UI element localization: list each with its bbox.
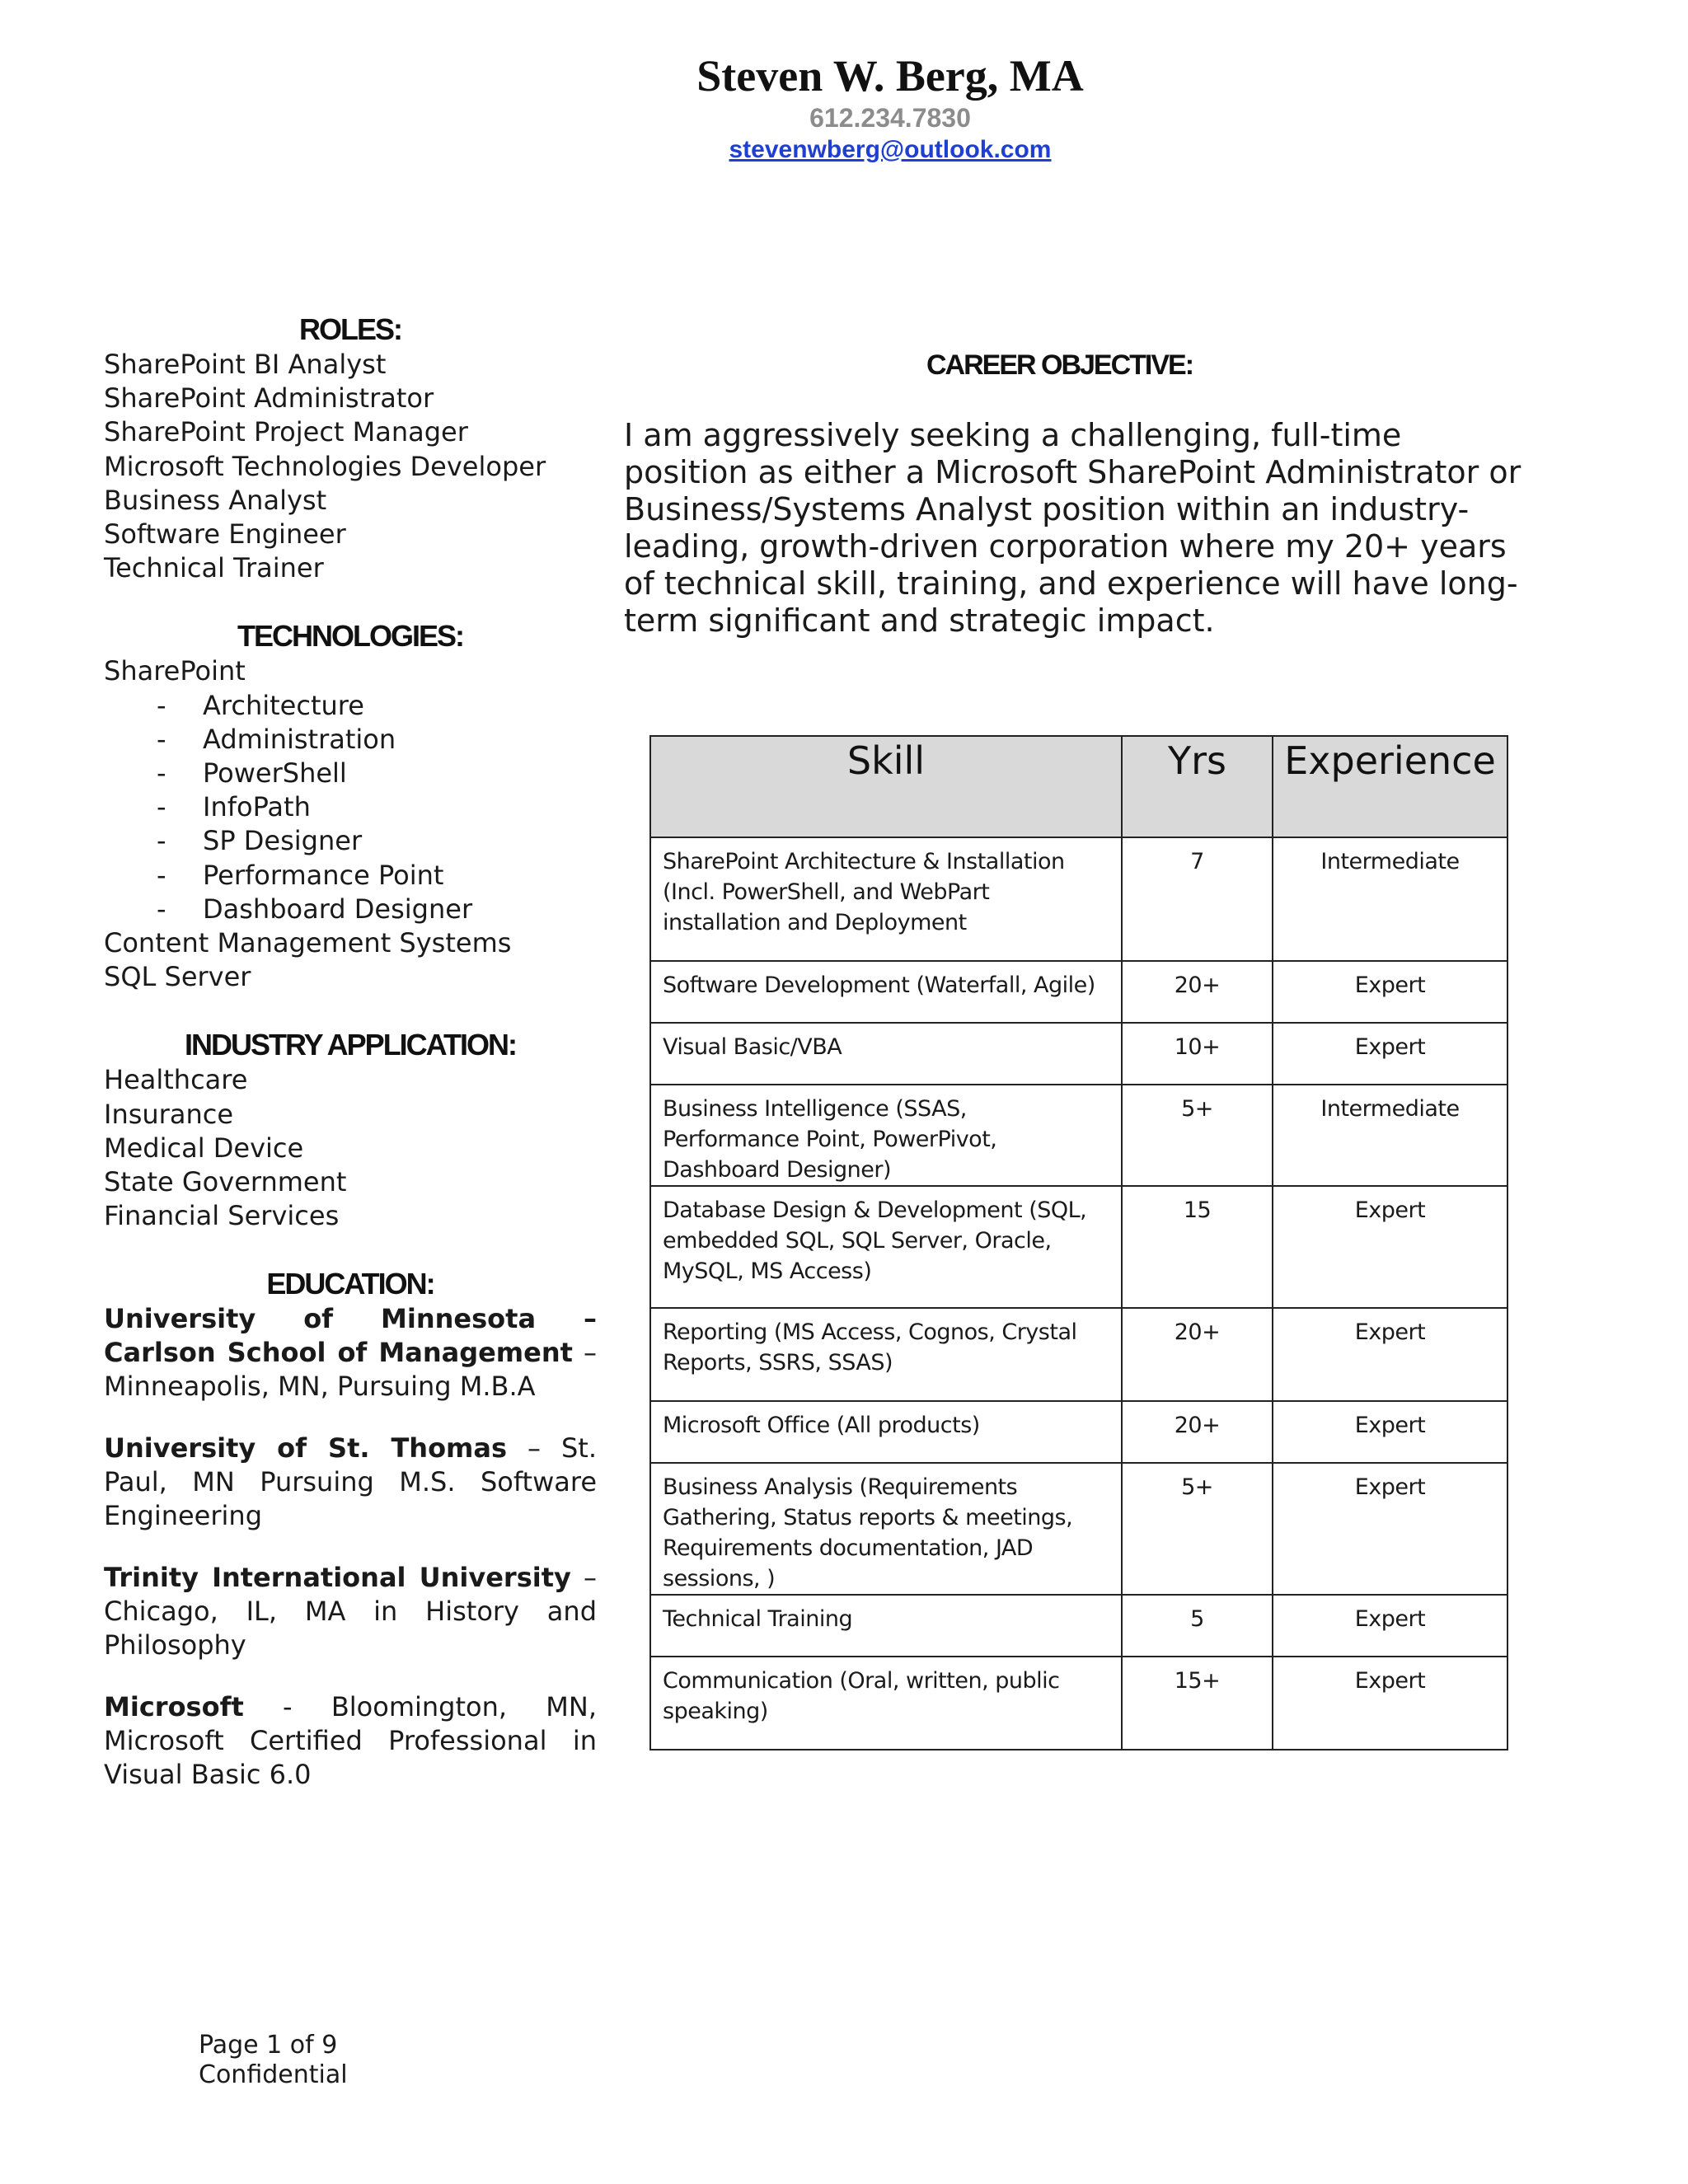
career-objective-text: I am aggressively seeking a challenging, full-time position as either a Microsoft SharePoint Administrator or Business/Systems Analyst position within an industry-leading, growth-driven corporation where my 20+ years of technical skill, training, and experience will have long-term significant and strategic impact. [624, 417, 1522, 639]
skill-cell: SharePoint Architecture & Installation (Incl. PowerShell, and WebPart installation and Deployment [650, 837, 1122, 961]
yrs-cell: 15 [1122, 1186, 1273, 1308]
list-item [104, 689, 597, 723]
table-row [650, 961, 1507, 1023]
list-item-label: InfoPath [203, 791, 311, 823]
list-item: SQL Server [104, 961, 251, 993]
skill-cell: Technical Training [650, 1595, 1122, 1657]
technologies-heading: TECHNOLOGIES: [237, 619, 463, 654]
confidential-label: Confidential [199, 2060, 348, 2089]
table-row [650, 1401, 1507, 1463]
dash-bullet: - [157, 825, 166, 857]
list-item: Healthcare [104, 1064, 248, 1096]
sharepoint-sublist [104, 689, 597, 926]
list-item [104, 893, 597, 926]
list-item-label: Performance Point [203, 859, 444, 891]
yrs-cell: 5+ [1122, 1463, 1273, 1595]
education-detail: - Bloomington, MN, Microsoft Certified Professional in Visual Basic 6.0 [104, 1691, 597, 1791]
industry-list [104, 1063, 597, 1233]
yrs-cell: 20+ [1122, 961, 1273, 1023]
list-item: SharePoint BI Analyst [104, 349, 387, 380]
experience-cell: Expert [1273, 961, 1507, 1023]
education-detail: – Minneapolis, MN, Pursuing M.B.A [104, 1337, 598, 1403]
yrs-cell: 5+ [1122, 1085, 1273, 1186]
experience-cell: Expert [1273, 1186, 1507, 1308]
skill-cell: Database Design & Development (SQL, embedded SQL, SQL Server, Oracle, MySQL, MS Access) [650, 1186, 1122, 1308]
list-item: SharePoint Project Manager [104, 416, 468, 448]
experience-cell: Intermediate [1273, 837, 1507, 961]
roles-heading: ROLES: [298, 312, 401, 346]
list-item-label: Administration [203, 723, 396, 755]
technologies-list [104, 654, 597, 688]
list-item: Content Management Systems [104, 927, 512, 959]
list-item [104, 757, 597, 790]
skill-cell: Visual Basic/VBA [650, 1023, 1122, 1085]
yrs-cell: 15+ [1122, 1657, 1273, 1750]
roles-list [104, 348, 597, 585]
table-row [650, 1085, 1507, 1186]
table-row [650, 1463, 1507, 1595]
yrs-cell: 7 [1122, 837, 1273, 961]
experience-cell: Intermediate [1273, 1085, 1507, 1186]
institution-name: University of Minnesota – Carlson School of Management [104, 1303, 597, 1369]
list-item [104, 790, 597, 824]
dash-bullet: - [157, 859, 166, 891]
table-row [650, 1186, 1507, 1308]
list-item: SharePoint Administrator [104, 382, 434, 415]
list-item-label: Architecture [203, 689, 364, 721]
table-row [650, 1657, 1507, 1750]
experience-cell: Expert [1273, 1023, 1507, 1085]
dash-bullet: - [157, 757, 166, 790]
skill-cell: Business Analysis (Requirements Gathering, Status reports & meetings, Requirements documentation, JAD sessions, ) [650, 1463, 1122, 1595]
technologies-more-list [104, 926, 597, 994]
list-item: Microsoft Technologies Developer [104, 450, 546, 482]
list-item: Software Engineer [104, 518, 346, 551]
education-entry [104, 1302, 597, 1404]
experience-cell: Expert [1273, 1401, 1507, 1463]
table-row [650, 1023, 1507, 1085]
list-item [104, 824, 597, 858]
dash-bullet: - [157, 689, 166, 721]
experience-cell: Expert [1273, 1595, 1507, 1657]
list-item: Medical Device [104, 1132, 304, 1164]
page-footer [199, 2031, 348, 2090]
experience-cell: Expert [1273, 1308, 1507, 1401]
table-row [650, 1595, 1507, 1657]
list-item: State Government [104, 1166, 347, 1198]
dash-bullet: - [157, 893, 166, 925]
list-item: Financial Services [104, 1200, 340, 1232]
list-item-label: PowerShell [203, 757, 347, 790]
list-item: Business Analyst [104, 484, 327, 516]
experience-cell: Expert [1273, 1657, 1507, 1750]
skill-cell: Communication (Oral, written, public speaking) [650, 1657, 1122, 1750]
list-item: Insurance [104, 1098, 233, 1130]
table-row [650, 837, 1507, 961]
header-skill: Skill [650, 736, 1122, 837]
education-entry [104, 1432, 597, 1533]
list-item-label: SP Designer [203, 825, 363, 857]
header-yrs: Yrs [1122, 736, 1273, 837]
education-detail: – St. Paul, MN Pursuing M.S. Software Engineering [104, 1432, 598, 1532]
list-item: Technical Trainer [104, 552, 324, 584]
list-item-label: Dashboard Designer [203, 893, 473, 925]
table-header-row [650, 736, 1507, 837]
page-number: Page 1 of 9 [199, 2031, 338, 2060]
yrs-cell: 10+ [1122, 1023, 1273, 1085]
institution-name: Trinity International University [104, 1562, 571, 1594]
list-item: SharePoint [104, 655, 246, 687]
header-experience: Experience [1273, 736, 1507, 837]
institution-name: University of St. Thomas [104, 1432, 508, 1465]
phone-number: 612.234.7830 [809, 103, 971, 133]
education-entry [104, 1561, 597, 1662]
list-item [104, 723, 597, 757]
skill-cell: Reporting (MS Access, Cognos, Crystal Reports, SSRS, SSAS) [650, 1308, 1122, 1401]
yrs-cell: 5 [1122, 1595, 1273, 1657]
email-link[interactable]: stevenwberg@outlook.com [729, 136, 1052, 163]
skill-cell: Business Intelligence (SSAS, Performance Point, PowerPivot, Dashboard Designer) [650, 1085, 1122, 1186]
career-objective-heading: CAREER OBJECTIVE: [926, 349, 1193, 381]
candidate-name: Steven W. Berg, MA [696, 51, 1084, 101]
dash-bullet: - [157, 723, 166, 755]
skill-cell: Software Development (Waterfall, Agile) [650, 961, 1122, 1023]
institution-name: Microsoft [104, 1691, 244, 1723]
yrs-cell: 20+ [1122, 1308, 1273, 1401]
left-column [104, 312, 597, 1792]
industry-heading: INDUSTRY APPLICATION: [184, 1028, 516, 1062]
education-entry [104, 1690, 597, 1792]
education-detail: – Chicago, IL, MA in History and Philosophy [104, 1562, 598, 1661]
experience-cell: Expert [1273, 1463, 1507, 1595]
yrs-cell: 20+ [1122, 1401, 1273, 1463]
table-row [650, 1308, 1507, 1401]
skills-table [649, 735, 1508, 1750]
resume-header [0, 49, 1688, 166]
skill-cell: Microsoft Office (All products) [650, 1401, 1122, 1463]
dash-bullet: - [157, 791, 166, 823]
list-item [104, 859, 597, 893]
education-heading: EDUCATION: [266, 1267, 434, 1301]
